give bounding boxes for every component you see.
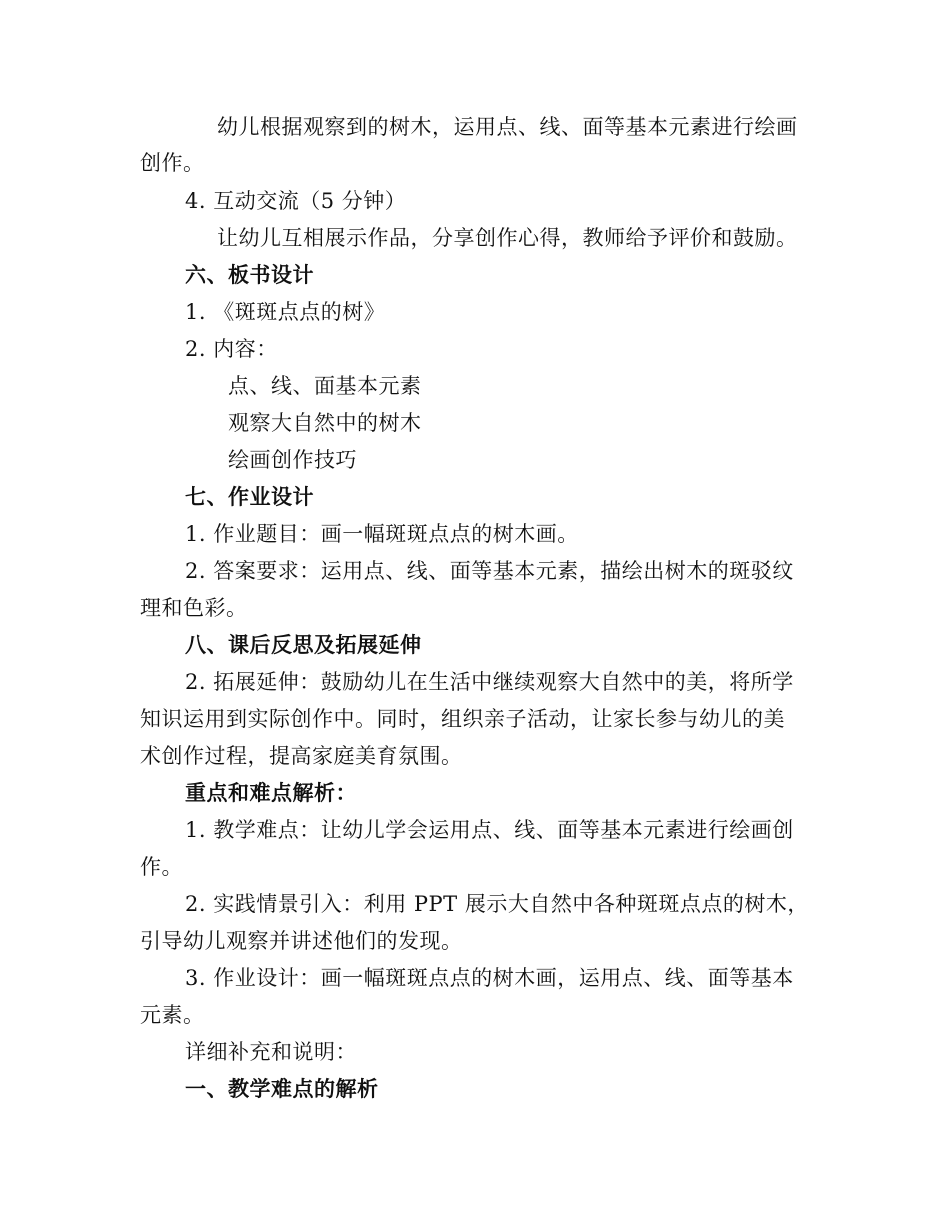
indented-line: 绘画创作技巧 [228, 448, 357, 472]
list-item: 1. 作业题目：画一幅斑斑点点的树木画。 [185, 522, 579, 546]
section-heading: 七、作业设计 [185, 485, 314, 509]
list-item: 1. 《斑斑点点的树》 [185, 300, 386, 324]
list-item: 2. 答案要求：运用点、线、面等基本元素，描绘出树木的斑驳纹 [185, 559, 794, 583]
paragraph-line: 理和色彩。 [140, 596, 248, 620]
paragraph-line: 术创作过程，提高家庭美育氛围。 [140, 744, 463, 768]
list-item: 3. 作业设计：画一幅斑斑点点的树木画，运用点、线、面等基本 [185, 966, 794, 990]
indented-line: 点、线、面基本元素 [228, 374, 422, 398]
indented-line: 观察大自然中的树木 [228, 411, 422, 435]
section-heading: 一、教学难点的解析 [185, 1077, 379, 1101]
list-item: 2. 拓展延伸：鼓励幼儿在生活中继续观察大自然中的美，将所学 [185, 670, 794, 694]
paragraph-line: 作。 [140, 855, 183, 879]
paragraph-line: 幼儿根据观察到的树木，运用点、线、面等基本元素进行绘画 [217, 115, 798, 139]
paragraph-line: 创作。 [140, 151, 205, 175]
paragraph-line: 元素。 [140, 1003, 205, 1027]
paragraph-line: 知识运用到实际创作中。同时，组织亲子活动，让家长参与幼儿的美 [140, 707, 785, 731]
section-heading: 重点和难点解析： [185, 781, 357, 805]
list-item: 2. 内容： [185, 337, 278, 361]
section-heading: 六、板书设计 [185, 263, 314, 287]
paragraph-line: 引导幼儿观察并讲述他们的发现。 [140, 929, 463, 953]
section-heading: 八、课后反思及拓展延伸 [185, 633, 422, 657]
list-item: 4. 互动交流（5 分钟） [185, 189, 407, 213]
paragraph-line: 让幼儿互相展示作品，分享创作心得，教师给予评价和鼓励。 [217, 226, 798, 250]
list-item: 2. 实践情景引入：利用 PPT 展示大自然中各种斑斑点点的树木， [185, 892, 809, 916]
list-item: 1. 教学难点：让幼儿学会运用点、线、面等基本元素进行绘画创 [185, 818, 794, 842]
paragraph-line: 详细补充和说明： [185, 1040, 357, 1064]
